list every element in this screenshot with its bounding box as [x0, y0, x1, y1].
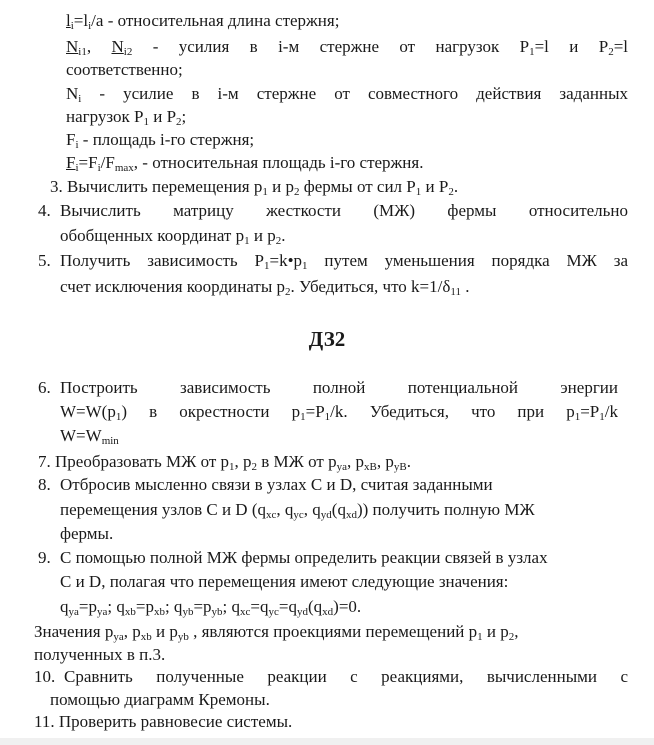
list-item-6-line-1: Построить зависимость полной потенциальной энергии	[60, 378, 618, 397]
list-item-3: 3. Вычислить перемещения $p_1$ и $p_2$ фермы от сил $P_1$ и $P_2$.	[50, 177, 459, 198]
list-item-9-line-3: $q_{ya}=p_{ya}$; $q_{xb}=p_{xb}$; $q_{yb}=p_{yb}$; $q_{xc}=q_{yc}=q_{yd}(q_{xd})=0$.	[60, 597, 362, 618]
list-item-6-number: 6.	[38, 378, 51, 397]
list-item-8-line-1: Отбросив мысленно связи в узлах C и D, считая заданными	[60, 475, 493, 494]
list-item-4-line-1: Вычислить матрицу жесткости (МЖ) фермы относительно	[60, 201, 628, 220]
list-item-5-number: 5.	[38, 251, 51, 270]
def-forces-line-1: $N_{i1}$, $N_{i2}$ - усилия в i-м стержне от нагрузок $P_1=l$ и $P_2=l$	[66, 37, 629, 58]
list-item-10-line-1: Сравнить полученные реакции с реакциями, вычисленными с	[64, 667, 628, 686]
list-item-4-line-2: обобщенных координат $p_1$ и $p_2$.	[60, 226, 286, 247]
page-bottom-edge	[0, 738, 654, 745]
list-item-11: 11. Проверить равновесие системы.	[34, 712, 293, 731]
note-line-2: полученных в п.3.	[34, 645, 166, 664]
list-item-5-line-2: счет исключения координаты $p_2$. Убедиться, что $k=1/\delta_{11}$ .	[60, 277, 470, 298]
note-line-1: Значения $p_{ya}$, $p_{xb}$ и $p_{yb}$ , являются проекциями перемещений $p_1$ и $p_2$,	[34, 622, 519, 643]
def-area: $F_i$ - площадь i-го стержня;	[66, 130, 255, 151]
list-item-9-line-2: C и D, полагая что перемещения имеют следующие значения:	[60, 572, 509, 591]
section-title: ДЗ2	[308, 327, 346, 351]
list-item-7: 7. Преобразовать МЖ от $p_1$, $p_2$ в МЖ от $p_{ya}$, $p_{xB}$, $p_{yB}$.	[38, 452, 411, 473]
def-joint-force-line-1: $N_i$ - усилие в i-м стержне от совместного действия заданных	[66, 84, 628, 105]
list-item-6-line-2: $W=W(p_1)$ в окрестности $p_1=P_1/k$. Убедиться, что при $p_1=P_1/k$	[60, 402, 618, 423]
def-relative-length: $l_i=l_i/a$ - относительная длина стержня;	[66, 11, 340, 32]
list-item-8-number: 8.	[38, 475, 51, 494]
list-item-6-line-3: $W=W_{min}$	[60, 426, 119, 447]
list-item-5-line-1: Получить зависимость $P_1=k•p_1$ путем уменьшения порядка МЖ за	[60, 251, 629, 272]
list-item-8-line-3: фермы.	[60, 524, 114, 543]
list-item-9-line-1: С помощью полной МЖ фермы определить реакции связей в узлах	[60, 548, 548, 567]
def-relative-area: $F_i=F_i/F_{max}$, - относительная площадь i-го стержня.	[66, 153, 424, 174]
list-item-4-number: 4.	[38, 201, 51, 220]
list-item-10-line-2: помощью диаграмм Кремоны.	[50, 690, 270, 709]
list-item-9-number: 9.	[38, 548, 51, 567]
def-joint-force-line-2: нагрузок $P_1$ и $P_2$;	[66, 107, 187, 128]
def-forces-line-2: соответственно;	[66, 60, 183, 79]
list-item-10-number: 10.	[34, 667, 56, 686]
list-item-8-line-2: перемещения узлов C и D ($q_{xc}$, $q_{yc}$, $q_{yd}(q_{xd})$) получить полную МЖ	[60, 500, 535, 521]
